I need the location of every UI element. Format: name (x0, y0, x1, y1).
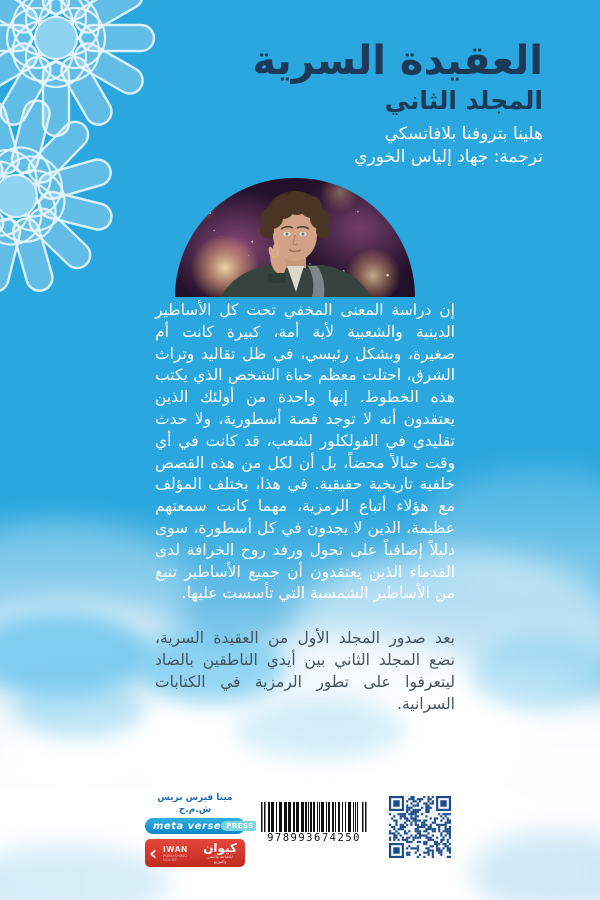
press-logo-text: PRESS (221, 821, 259, 831)
book-title: العقيدة السرية (252, 38, 543, 84)
iwan-sub-en: PUBLISHING HOUSE (163, 853, 188, 862)
author-photo (175, 178, 415, 297)
book-volume: المجلد الثاني (384, 86, 543, 115)
synopsis-paragraph-2: بعد صدور المجلد الأول من العقيدة السرية، نضع المجلد الثاني بين أيدي الناطقين بالضاد ليتعرفوا على تطور الرمزية في الكتابات السرانية. (155, 629, 455, 713)
synopsis-paragraph-1: إن دراسة المعنى المخفي تحت كل الأساطير الدينية والشعبية لأية أمة، كبيرة كانت أم صغيرة، وبشكل رئيسي، في ظل تقاليد وتراث الشرق، احتلت معظم حياة الشخص الذي يكتب هذه الخطوط. إنها واحدة من أولئك الذين يعتقدون أنه لا توجد قصة أسطورية، ولا حدث تقليدي في الفولكلور لشعب، قد كانت في أي وقت خيالاً محضاً، بل أن لكل من هذه القصص خلفية تاريخية حقيقية. في هذا، يختلف المؤلف مع هؤلاء أتباع الرمزية، مهما كانت سمعتهم عظيمة، الذين لا يجدون في كل أسطورة، سوى دليلاً إضافياً على تحول ورفد روح الخرافة لدى القدماء الذين يعتقدون أن جميع الأساطير تنبع من الأساطير الشمسية التي تأسست عليها. (155, 301, 455, 603)
iwan-name-en: IWAN (163, 844, 188, 854)
synopsis (155, 300, 455, 715)
iwan-name-ar: كيوان (203, 841, 237, 855)
publisher-name-arabic: ميتا فيرس بريس ش.م.ح (157, 793, 233, 815)
metaverse-logo-text: meta verse (153, 820, 222, 832)
author-name: هلينا بتروفنا بلافاتسكي (384, 124, 543, 144)
chevron-left-icon: ‹ (149, 841, 158, 865)
isbn-number: 978993674250 (267, 832, 361, 844)
title-block (252, 38, 543, 167)
iwan-sub-ar: للطباعة والنشر والتوزيع (207, 854, 233, 864)
translator-name: ترجمة: جهاد إلياس الخوري (354, 147, 543, 167)
